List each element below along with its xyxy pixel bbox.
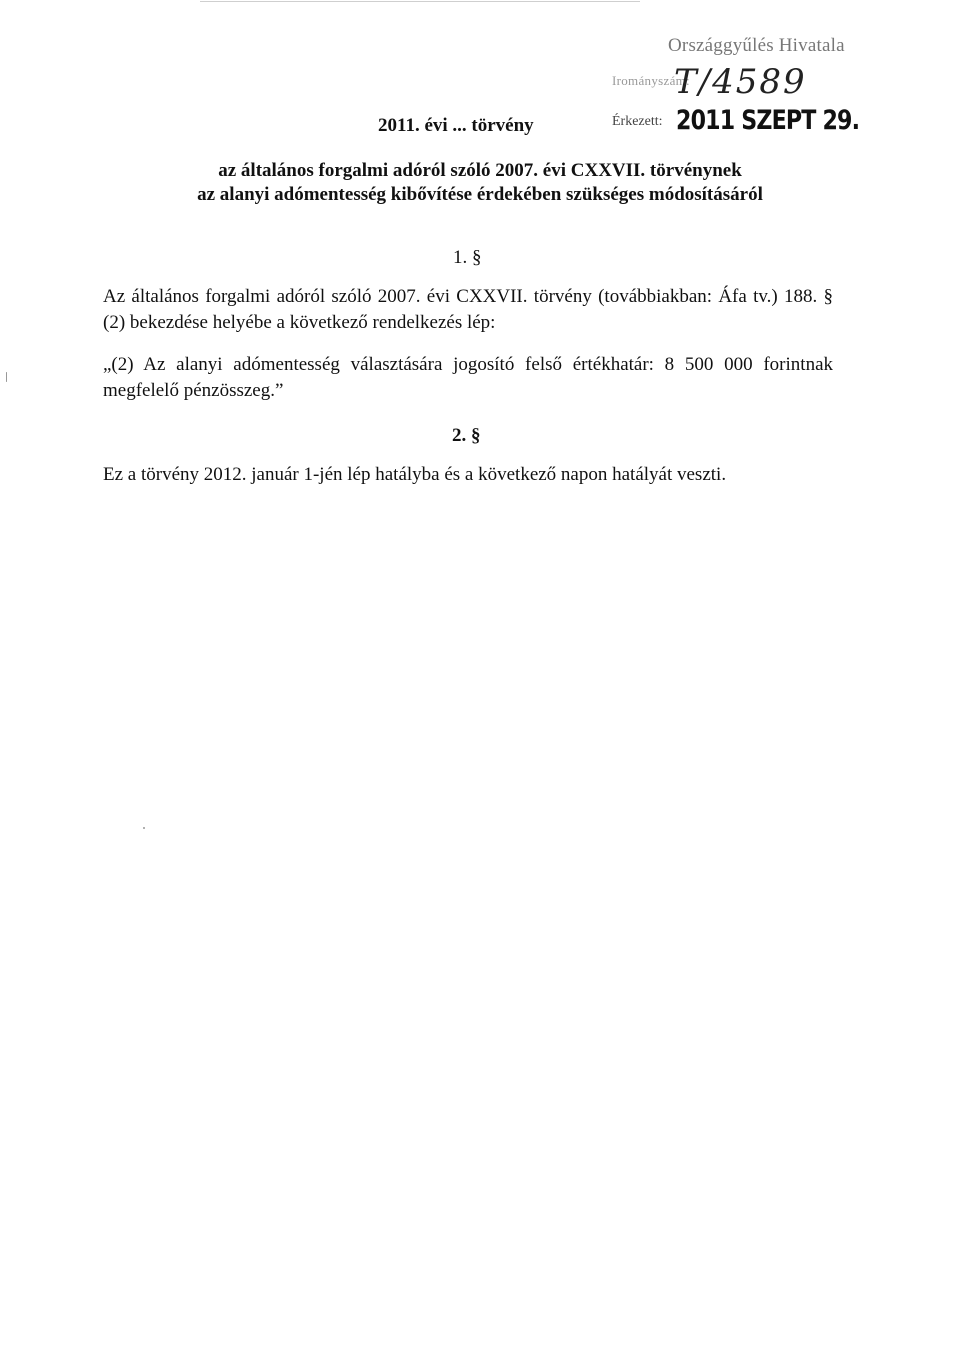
section-1-text-line1: Az általános forgalmi adóról szóló 2007. évi CXXVII. törvény (továbbiakban: Áfa tv.) 188. § bbox=[103, 286, 833, 307]
stamp-office-text: Országgyűlés Hivatala bbox=[668, 35, 845, 56]
stamp-arrived-date: 2011 SZEPT 29. bbox=[676, 105, 860, 136]
scan-speck bbox=[143, 827, 145, 829]
stamp-registration-number: T/4589 bbox=[674, 62, 807, 102]
law-heading: 2011. évi ... törvény bbox=[378, 115, 534, 136]
section-1-quote-line1: „(2) Az alanyi adómentesség választására jogosító felső értékhatár: 8 500 000 forintnak bbox=[103, 354, 833, 375]
stamp-office-name bbox=[668, 35, 845, 57]
section-1-text-line2: (2) bekezdése helyébe a következő rendelkezés lép: bbox=[103, 312, 496, 333]
law-subtitle-line2: az alanyi adómentesség kibővítése érdekében szükséges módosításáról bbox=[197, 184, 763, 205]
stamp-arrived-label: Érkezett: bbox=[612, 114, 663, 129]
section-1-quote-line2: megfelelő pénzösszeg.” bbox=[103, 380, 284, 401]
scan-edge-line bbox=[200, 1, 640, 2]
stamp-registration-label: Irományszám: bbox=[612, 73, 690, 88]
section-2-text: Ez a törvény 2012. január 1-jén lép hatályba és a következő napon hatályát veszti. bbox=[103, 464, 727, 485]
section-1-number: 1. § bbox=[453, 247, 482, 268]
law-subtitle-line1: az általános forgalmi adóról szóló 2007. évi CXXVII. törvénynek bbox=[218, 160, 742, 181]
scan-speck bbox=[6, 372, 7, 382]
section-2-number: 2. § bbox=[452, 425, 481, 446]
